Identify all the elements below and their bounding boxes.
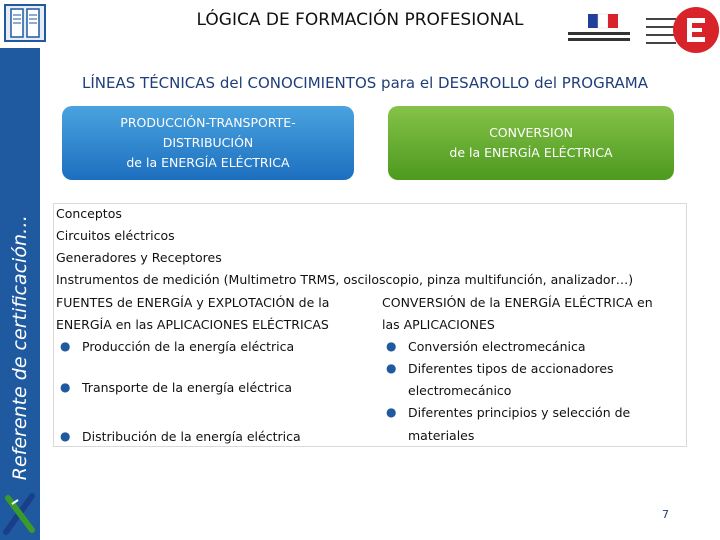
- content-panel: [53, 203, 687, 447]
- left-heading-1: FUENTES de ENERGÍA y EXPLOTACIÓN de la: [56, 295, 330, 310]
- list-item-continued: electromecánico: [408, 383, 512, 398]
- list-item: Conversión electromecánica: [408, 339, 586, 354]
- left-heading-2: ENERGÍA en las APLICACIONES ELÉCTRICAS: [56, 317, 329, 332]
- bullet-icon: ●: [386, 361, 397, 375]
- bullet-icon: ●: [60, 429, 71, 443]
- list-item: Diferentes tipos de accionadores: [408, 361, 614, 376]
- bullet-icon: ●: [60, 380, 71, 394]
- page-number: 7: [662, 508, 669, 521]
- sidebar-text-container: [0, 0, 40, 480]
- section-subtitle: LÍNEAS TÉCNICAS del CONOCIMIENTOS para el DESAROLLO del PROGRAMA: [82, 74, 648, 92]
- right-heading-1: CONVERSIÓN de la ENERGÍA ELÉCTRICA en: [382, 295, 653, 310]
- concept-line: Conceptos: [56, 206, 122, 221]
- list-item-continued: materiales: [408, 428, 475, 443]
- sidebar: [0, 0, 40, 540]
- concept-line: Instrumentos de medición (Multimetro TRMS, osciloscopio, pinza multifunción, analizador…): [56, 272, 634, 287]
- concept-line: Circuitos eléctricos: [56, 228, 175, 243]
- pill-conversion-label: CONVERSION de la ENERGÍA ELÉCTRICA: [449, 125, 613, 160]
- list-item: Producción de la energía eléctrica: [82, 339, 295, 354]
- list-item: Transporte de la energía eléctrica: [82, 380, 293, 395]
- sidebar-label: Referente de certificación…: [9, 214, 31, 480]
- list-item: Diferentes principios y selección de: [408, 405, 631, 420]
- list-item: Distribución de la energía eléctrica: [82, 429, 301, 444]
- left-column: [56, 292, 376, 444]
- book-icon: [3, 3, 47, 43]
- page-title: LÓGICA DE FORMACIÓN PROFESIONAL: [196, 10, 524, 30]
- pill-production-label: PRODUCCIÓN-TRANSPORTE- DISTRIBUCIÓN de la ENERGÍA ELÉCTRICA: [120, 115, 296, 170]
- pill-production: [62, 106, 354, 180]
- right-heading-2: las APLICACIONES: [382, 317, 495, 332]
- pill-conversion: [388, 106, 674, 180]
- ministere-education-logo: [560, 0, 720, 60]
- bullet-icon: ●: [386, 339, 397, 353]
- cross-logo-icon: [2, 490, 38, 536]
- concept-line: Generadores y Receptores: [56, 250, 222, 265]
- header: [0, 0, 720, 48]
- right-column: [382, 292, 682, 443]
- bullet-icon: ●: [60, 339, 71, 353]
- bullet-icon: ●: [386, 405, 397, 419]
